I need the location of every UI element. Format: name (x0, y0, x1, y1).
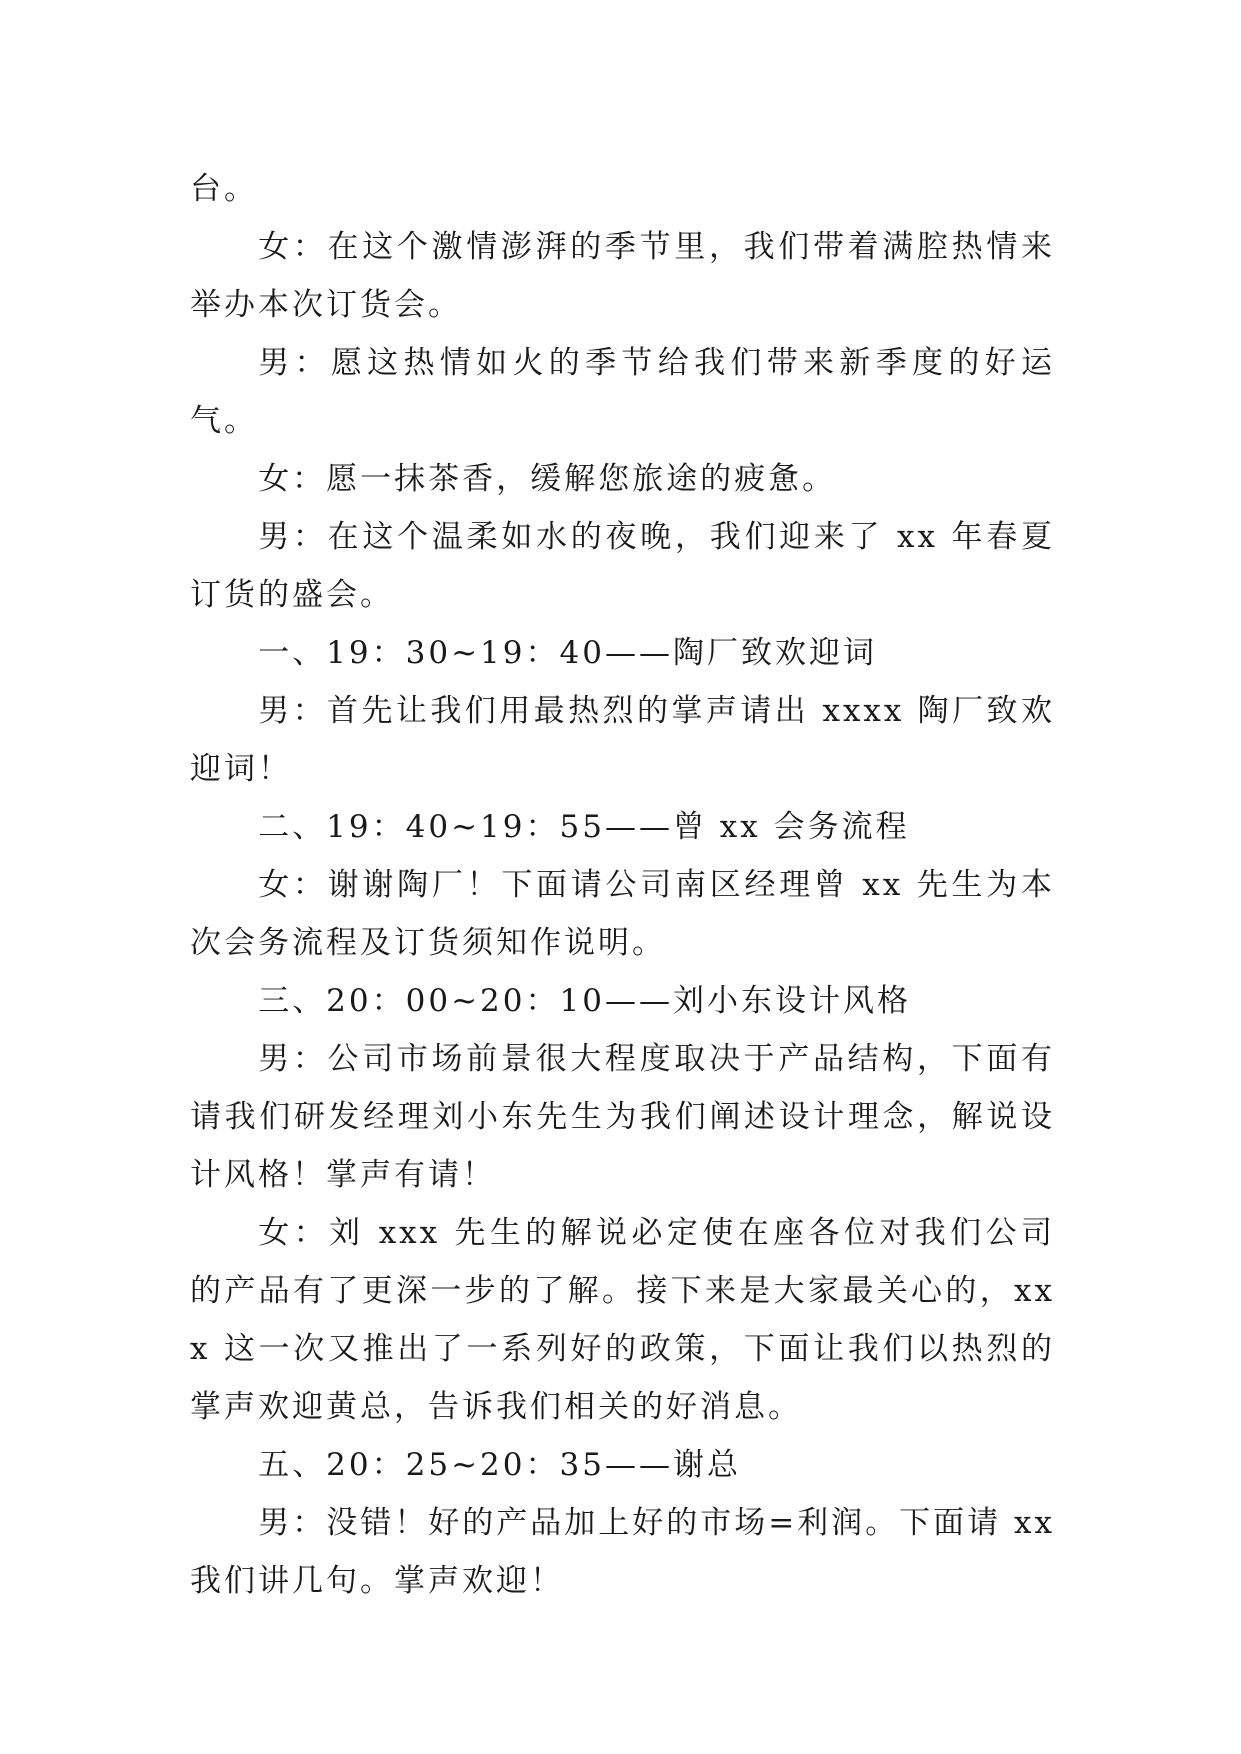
document-body (190, 160, 1055, 1610)
paragraph-female-policy: 女：刘 xxx 先生的解说必定使在座各位对我们公司的产品有了更深一步的了解。接下来是大家最关心的，xxx 这一次又推出了一系列好的政策，下面让我们以热烈的掌声欢迎黄总，告诉我们相关的好消息。 (190, 1215, 1055, 1425)
paragraph-male-welcome: 男：首先让我们用最热烈的掌声请出 xxxx 陶厂致欢迎词！ (190, 693, 1055, 787)
paragraph-female-tea: 女：愿一抹茶香，缓解您旅途的疲惫。 (258, 461, 837, 497)
paragraph-male-wish: 男：愿这热情如火的季节给我们带来新季度的好运气。 (190, 345, 1055, 439)
agenda-item-1: 一、19：30~19：40——陶厂致欢迎词 (258, 635, 877, 671)
paragraph-male-design: 男：公司市场前景很大程度取决于产品结构，下面有请我们研发经理刘小东先生为我们阐述设计理念，解说设计风格！掌声有请！ (190, 1041, 1055, 1193)
paragraph-male-closing: 男：没错！好的产品加上好的市场=利润。下面请 xx 我们讲几句。掌声欢迎！ (190, 1505, 1055, 1599)
paragraph-female-thanks: 女：谢谢陶厂！下面请公司南区经理曾 xx 先生为本次会务流程及订货须知作说明。 (190, 867, 1055, 961)
agenda-item-5: 五、20：25~20：35——谢总 (258, 1447, 741, 1483)
agenda-item-2: 二、19：40~19：55——曾 xx 会务流程 (258, 809, 910, 845)
paragraph-continuation: 台。 (190, 171, 258, 207)
paragraph-male-evening: 男：在这个温柔如水的夜晚，我们迎来了 xx 年春夏订货的盛会。 (190, 519, 1055, 613)
agenda-item-3: 三、20：00~20：10——刘小东设计风格 (258, 983, 911, 1019)
paragraph-female-opening: 女：在这个激情澎湃的季节里，我们带着满腔热情来举办本次订货会。 (190, 229, 1055, 323)
